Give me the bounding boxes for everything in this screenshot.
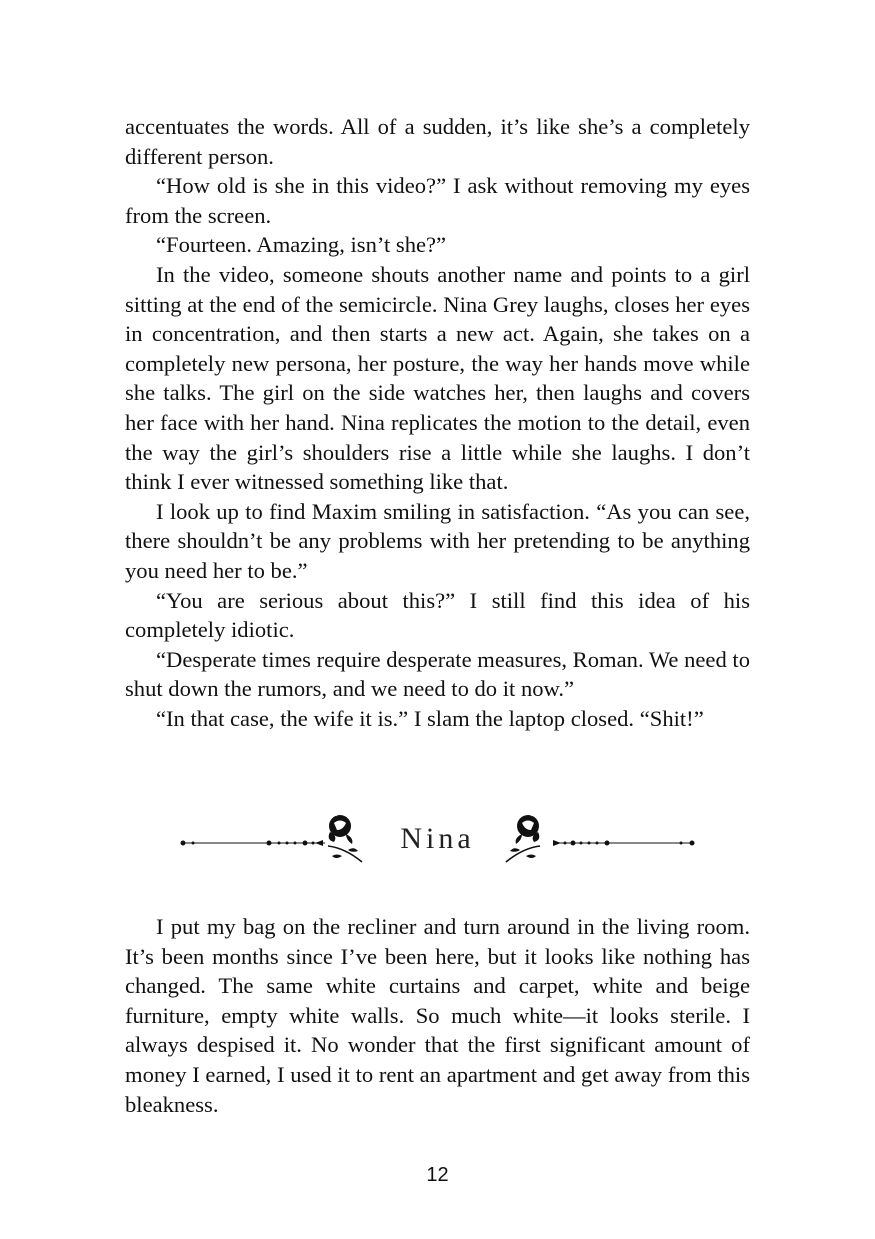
text-block-top — [125, 112, 750, 733]
text-block-bottom — [125, 912, 750, 1119]
paragraph: “Fourteen. Amazing, isn’t she?” — [156, 232, 447, 258]
paragraph: I put my bag on the recliner and turn around in the living room. It’s been months since I’ve been here, but it looks like nothing has changed. The same white curtains and carpet, white and beige furniture, empty white walls. So much white—it looks sterile. I always despised it. No wonder that the first significant amount of money I earned, I used it to rent an apartment and get away from this bleakness. — [125, 914, 750, 1117]
paragraph: “In that case, the wife it is.” I slam the laptop closed. “Shit!” — [156, 705, 704, 731]
paragraph: I look up to find Maxim smiling in satisfaction. “As you can see, there shouldn’t be any problems with her pretending to be anything you need her to be.” — [125, 498, 750, 583]
page-number: 12 — [426, 1164, 449, 1186]
paragraph: “You are serious about this?” I still find this idea of his completely idiotic. — [125, 587, 750, 643]
paragraph: In the video, someone shouts another name and points to a girl sitting at the end of the semicircle. Nina Grey laughs, closes her eyes in concentration, and then starts a new act. Again, she takes on a completely new persona, her posture, the way her hands move while she talks. The girl on the side watches her, then laughs and covers her face with her hand. Nina replicates the motion to the detail, even the way the girl’s shoulders rise a little while she laughs. I don’t think I ever witnessed something like that. — [125, 261, 750, 495]
paragraph: accentuates the words. All of a sudden, it’s like she’s a completely different person. — [125, 114, 750, 169]
paragraph: “How old is she in this video?” I ask without removing my eyes from the screen. — [125, 173, 750, 228]
chapter-divider — [175, 800, 700, 880]
chapter-heading: Nina — [400, 822, 475, 855]
paragraph: “Desperate times require desperate measures, Roman. We need to shut down the rumors, and we need to do it now.” — [125, 646, 750, 702]
